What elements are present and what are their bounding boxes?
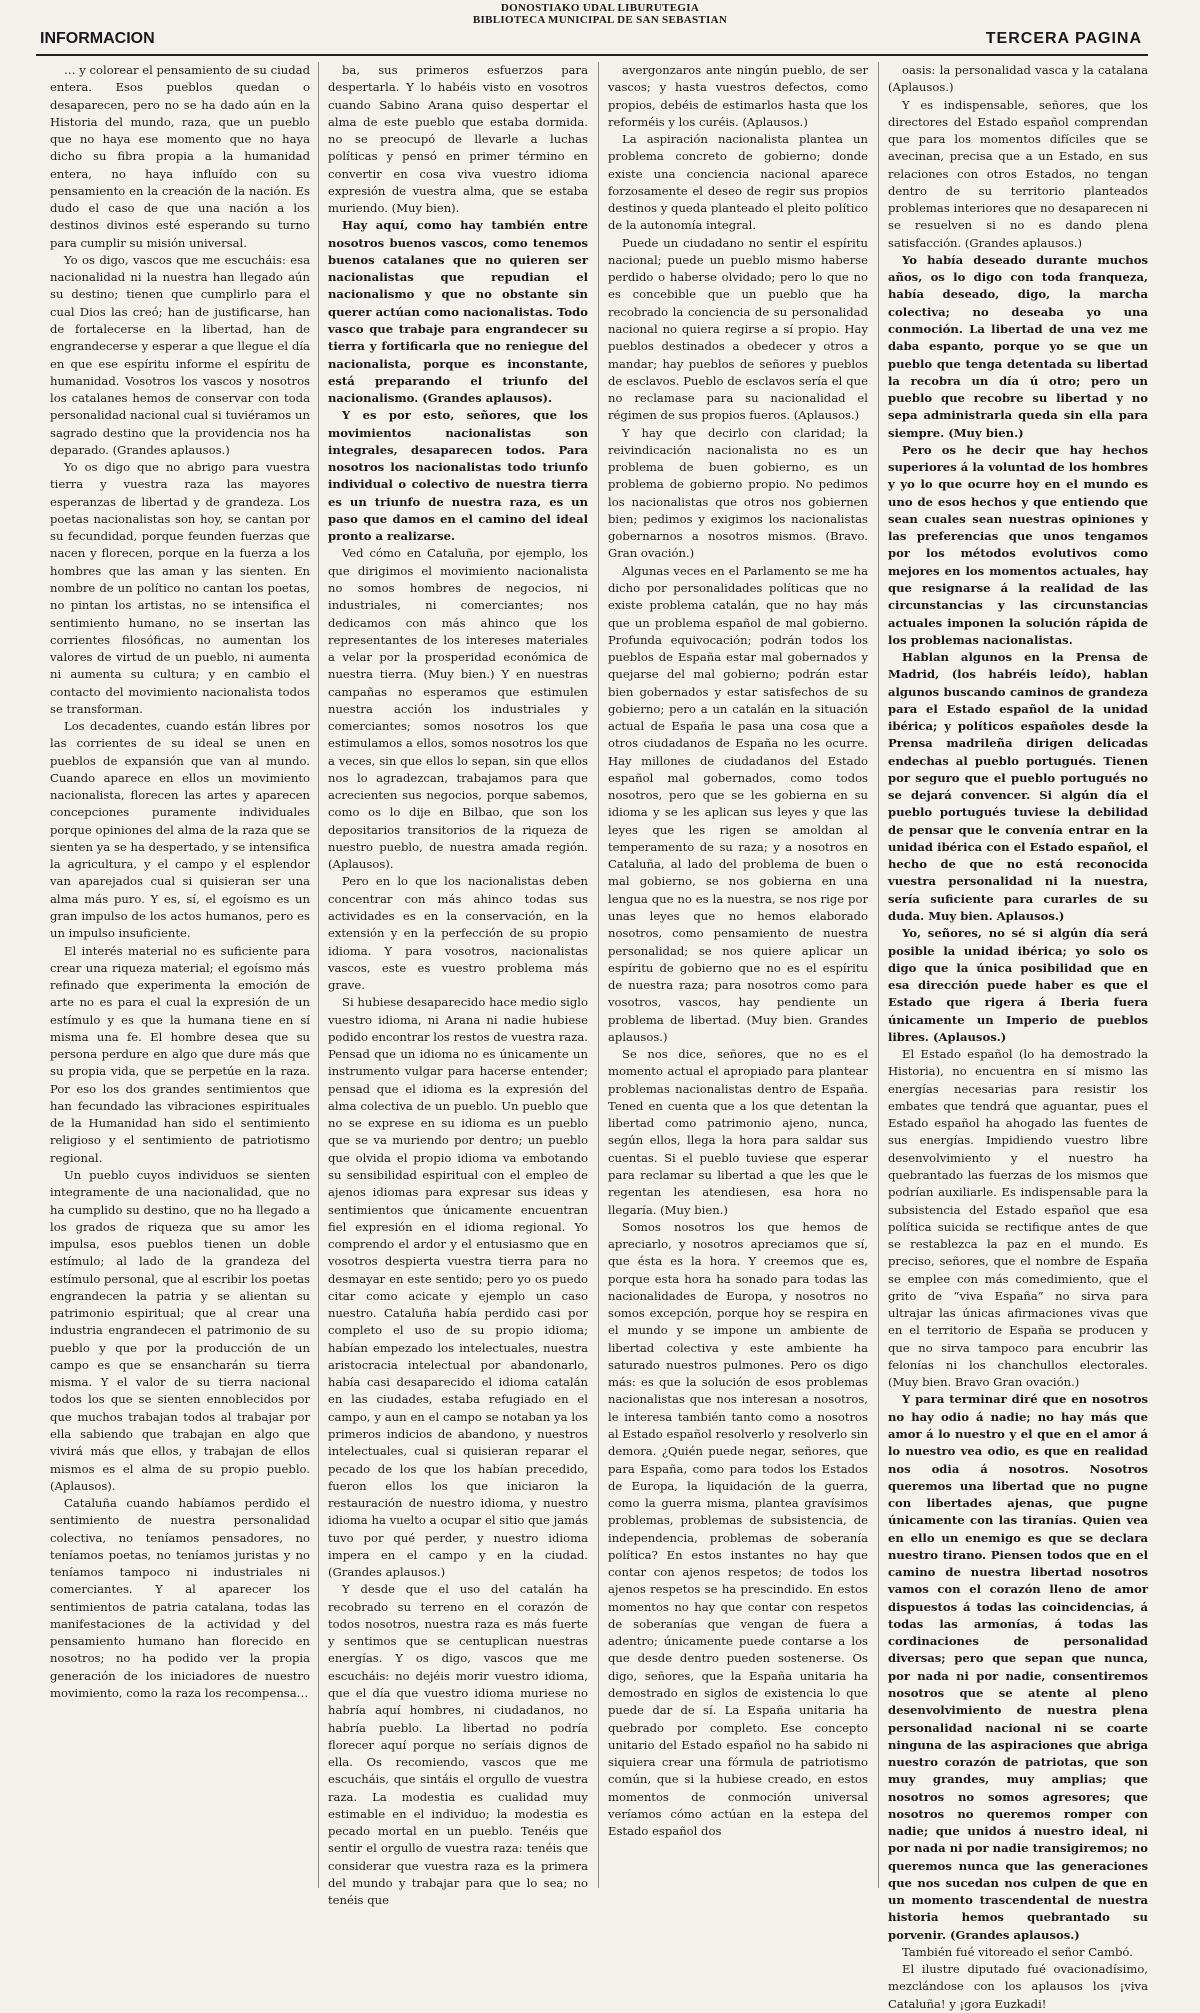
paragraph: El ilustre diputado fué ovacionadísimo, mezclándose con los aplausos los ¡viva Cataluña! y ¡gora Euzkadi! bbox=[888, 1962, 1148, 2011]
paragraph: Algunas veces en el Parlamento se me ha dicho por personalidades políticas que no existe problema catalán, que no hay más que un problema español de mal gobierno. Profunda equivocación; podrán todos los pueblos de España estar mal gobernados y quejarse del mal gobierno; podrán estar bien gobernados y estar satisfechos de su gobierno; pero a un catalán en la situación actual de España le pasa una cosa que a otros ciudadanos de España no les ocurre. Hay millones de ciudadanos del Estado español mal gobernados, como todos nosotros, pero que se les gobierna en su idioma y se les aplican sus leyes y que las leyes que les rigen se amoldan al temperamento de su raza; y a nosotros en Cataluña, al lado del problema de buen o mal gobierno, se nos gobierna en una lengua que no es la nuestra, se nos rige por unas leyes que no hemos elaborado nosotros, como pensamiento de nuestra personalidad; se nos quiere aplicar un espíritu de gobierno que no es el espíritu de nuestra raza; para nosotros como para vosotros, vascos, hay pendiente un problema de libertad. (Muy bien. Grandes aplausos.) bbox=[608, 563, 868, 1044]
paragraph: Hablan algunos en la Prensa de Madrid, (los habréis leído), hablan algunos buscando caminos de grandeza para el Estado español de la unidad ibérica; y políticos españoles desde la Prensa madrileña dirigen delicadas endechas al pueblo portugués. Tienen por seguro que el pueblo portugués no se dejará convencer. Si algún día el pueblo portugués tuviese la debilidad de pensar que le convenía entrar en la unidad ibérica con el Estado español, el hecho de que no está reconocida vuestra personalidad ni la nuestra, sería suficiente para curarles de su duda. Muy bien. Aplausos.) bbox=[888, 650, 1148, 924]
paragraph: Yo, señores, no sé si algún día será posible la unidad ibérica; yo solo os digo que la única posibilidad que en esa dirección puede haber es que el Estado que rigera á Iberia fuera únicamente un Imperio de pueblos libres. (Aplausos.) bbox=[888, 926, 1148, 1044]
paragraph: La aspiración nacionalista plantea un problema concreto de gobierno; donde existe una conciencia nacional aparece forzosamente el deseo de regir sus propios destinos y queda planteado el pleito político de la autonomía integral. bbox=[608, 132, 868, 233]
paragraph: También fué vitoreado el señor Cambó. bbox=[902, 1944, 1133, 1959]
paragraph: Hay aquí, como hay también entre nosotros buenos vascos, como tenemos buenos catalanes que no quieren ser nacionalistas que repudian el nacionalismo y que no obstante sin querer actúan como nacionalistas. Todo vasco que trabaje para engrandecer su tierra y fortificarla que no reniegue del nacionalista, porque es inconstante, está preparando el triunfo del nacionalismo. (Grandes aplausos). bbox=[328, 218, 588, 406]
paragraph: El interés material no es suficiente para crear una riqueza material; el egoísmo más refinado que experimenta la emoción de arte no es para el cual la expresión de un estímulo y es que la humana tiene en sí misma una fe. El hombre desea que su persona perdure en algo que dure más que su propia vida, que se perpetúe en la raza. Por eso los dos grandes sentimientos que han fecundado las vibraciones espirituales de la Humanidad han sido el sentimiento religioso y el sentimiento de patriotismo regional. bbox=[50, 943, 310, 1165]
paragraph: Y desde que el uso del catalán ha recobrado su terreno en el corazón de todos nosotros, nuestra raza es más fuerte y sentimos que se centuplican nuestras energías. Y os digo, vascos que me escucháis: no dejéis morir vuestro idioma, que el día que vuestro idioma muriese no habría aquí hombres, ni ciudadanos, no habría pueblo. La libertad no podría florecer aquí porque no seríais dignos de ella. Os recomiendo, vascos que me escucháis, que sintáis el orgullo de vuestra raza. La modestia es cualidad muy estimable en el individuo; la modestia es pecado mortal en un pueblo. Tenéis que sentir el orgullo de vuestra raza: tenéis que considerar que vuestra raza es la primera del mundo y trabajar para que lo sea; no tenéis que bbox=[328, 1582, 588, 1908]
paragraph: avergonzaros ante ningún pueblo, de ser vascos; y hasta vuestros defectos, como propios, debéis de estimarlos hasta que los reforméis y los curéis. (Aplausos.) bbox=[608, 63, 868, 129]
header-rule bbox=[36, 54, 1148, 56]
page-label: TERCERA PAGINA bbox=[985, 30, 1142, 47]
paragraph: ba, sus primeros esfuerzos para despertarla. Y lo habéis visto en vosotros cuando Sabino Arana quiso despertar el alma de este pueblo que estaba dormida. no se preocupó de llevarle a luchas políticas y pensó en primer término en convertir en cosa viva vuestro idioma expresión de vuestra alma, que se estaba muriendo. (Muy bien). bbox=[328, 63, 588, 216]
archive-stamp bbox=[0, 2, 1200, 26]
paragraph: Pero os he decir que hay hechos superiores á la voluntad de los hombres y yo lo que ocurre hoy en el mundo es uno de esos hechos y que entiendo que sean cuales sean nuestras opiniones y las preferencias que unos tengamos por los métodos evolutivos como mejores en los momentos actuales, hay que resignarse á la realidad de las circunstancias y las circunstancias actuales imponen la solución rápida de los problemas nacionalistas. bbox=[888, 442, 1148, 647]
section-title: INFORMACION bbox=[40, 30, 155, 47]
paragraph: Puede un ciudadano no sentir el espíritu nacional; puede un pueblo mismo haberse perdido o haberse olvidado; pero lo que no es concebible que un pueblo que ha recobrado la conciencia de su personalidad nacional no quiera regirse a sí propio. Hay pueblos destinados a obedecer y otros a mandar; hay pueblos de señores y pueblos de esclavos. Pueblo de esclavos sería el que no reclamase para su nacionalidad el régimen de sus propios fueros. (Aplausos.) bbox=[608, 235, 868, 423]
paragraph: oasis: la personalidad vasca y la catalana (Aplausos.) bbox=[888, 63, 1148, 95]
column-divider bbox=[318, 62, 319, 1888]
column-divider bbox=[878, 62, 879, 1888]
paragraph: Si hubiese desaparecido hace medio siglo vuestro idioma, ni Arana ni nadie hubiese podido encontrar los restos de vuestra raza. Pensad que un idioma no es únicamente un instrumento vulgar para hacerse entender; pensad que el idioma es la expresión del alma colectiva de un pueblo. Un pueblo que no se exprese en su idioma es un pueblo que se va muriendo por dentro; un pueblo que olvida el propio idioma va embotando su sensibilidad espiritual con el empleo de ajenos idiomas para expresar sus ideas y sentimientos que únicamente encuentran fiel expresión en el idioma regional. Yo comprendo el ardor y el entusiasmo que en vosotros despierta vuestra tierra para no desmayar en este sentido; pero yo os puedo citar como acicate y ejemplo un caso nuestro. Cataluña había perdido casi por completo el uso de su propio idioma; habían empezado los intelectuales, nuestra aristocracia intelectual por abandonarlo, había casi desaparecido el idioma catalán en las ciudades, estaba refugiado en el campo, y aun en el campo se notaban ya los primeros indicios de abandono, y nuestros intelectuales, cual si quisieran reparar el pecado de los que los habían precedido, fueron ellos los que iniciaron la restauración de nuestro idioma, y nuestro idioma ha vuelto a ocupar el sitio que jamás tuvo por qué perder, y nuestro idioma impera en el campo y en la ciudad. (Grandes aplausos.) bbox=[328, 995, 588, 1580]
paragraph: Pero en lo que los nacionalistas deben concentrar con más ahinco todas sus actividades es en la conservación, en la extensión y en la perfección de su propio idioma. Y para vosotros, nacionalistas vascos, este es vuestro problema más grave. bbox=[328, 874, 588, 993]
paragraph: Yo os digo que no abrigo para vuestra tierra y vuestra raza las mayores esperanzas de libertad y de grandeza. Los poetas nacionalistas son hoy, se cantan por su fecundidad, porque feunden fuerzas que nacen y florecen, porque en la fuerza a los hombres que las aman y las sienten. En nombre de un político no cantan los poetas, no pintan los artistas, no se intensifica el sentimiento humano, no se insertan las corrientes filosóficas, no aumentan los valores de virtud de un pueblo, ni aumenta ni aumenta su cultura; y en cambio el contacto del movimiento nacionalista todos se transforman. bbox=[50, 460, 310, 716]
paragraph: Cataluña cuando habíamos perdido el sentimiento de nuestra personalidad colectiva, no teníamos pensadores, no teníamos poetas, no teníamos juristas y no teníamos tampoco ni industriales ni comerciantes. Y al aparecer los sentimientos de patria catalana, todas las manifestaciones de la actividad y del pensamiento humano han florecido en nosotros; no ha podido ver la propia generación de los iniciadores de nuestro movimiento, como la raza los recompensa… bbox=[50, 1496, 310, 1700]
paragraph: Y para terminar diré que en nosotros no hay odio á nadie; no hay más que amor á lo nuestro y el que en el amor á lo nuestro vea odio, es que en realidad nos odia á nosotros. Nosotros queremos una libertad que no pugne con libertades ajenas, que pugne únicamente con las tiranías. Quien vea en ello un enemigo es que se declara nuestro tirano. Piensen todos que en el camino de nuestra libertad nosotros vamos con el corazón lleno de amor dispuestos á todas las coincidencias, á todas las armonías, á todas las cordinaciones de personalidad diversas; pero que sepan que nunca, por nada ni por nadie, consentiremos nosotros que se atente al pleno desenvolvimiento de nuestra plena personalidad nacional ni se coarte ninguna de las aspiraciones que abriga nuestro corazón de patriotas, que son muy grandes, muy amplias; que nosotros no somos agresores; que nosotros no queremos romper con nadie; que unidos á nuestro ideal, ni por nada ni por nadie transigiremos; no queremos nunca que las generaciones que nos sucedan nos culpen de que en un momento trascendental de nuestra historia hemos quebrantado su porvenir. (Grandes aplausos.) bbox=[888, 1392, 1148, 1942]
text-column-4 bbox=[888, 62, 1148, 2011]
archive-stamp-line2: BIBLIOTECA MUNICIPAL DE SAN SEBASTIAN bbox=[472, 14, 728, 26]
paragraph: Y es indispensable, señores, que los directores del Estado español comprendan que para los momentos difíciles que se avecinan, precisa que a un Estado, en sus relaciones con otros Estados, no tengan dentro de su territorio planteados problemas interiores que no desaparecen ni se resuelven si no es dando plena satisfacción. (Grandes aplausos.) bbox=[888, 97, 1148, 250]
column-divider bbox=[598, 62, 599, 1888]
paragraph: Y hay que decirlo con claridad; la reivindicación nacionalista no es un problema de buen gobierno, es un problema de gobierno propio. No pedimos los nacionalistas que otros nos gobiernen bien; pedimos y exigimos los nacionalistas gobernarnos a nosotros mismos. (Bravo. Gran ovación.) bbox=[608, 425, 868, 561]
paragraph: Yo había deseado durante muchos años, os lo digo con toda franqueza, había deseado, digo, la marcha colectiva; no deseaba yo una conmoción. La libertad de una vez me daba espanto, porque yo se que un pueblo que tenga detentada su libertad la recobra un día ú otro; pero un pueblo que recobre su libertad y no sepa administrarla queda sin ella para siempre. (Muy bien.) bbox=[888, 252, 1148, 440]
paragraph: El Estado español (lo ha demostrado la Historia), no encuentra en sí mismo las energías necesarias para resistir los embates que tendrá que aguantar, pues el Estado español ha ahogado las fuentes de sus energías. Impidiendo vuestro libre desenvolvimiento y el nuestro ha quebrantado las fuerzas de los mismos que podrían auxiliarle. Es indispensable para la subsistencia del Estado español que esa política suicida se rectifique antes de que se restablezca la paz en el mundo. Es preciso, señores, que el nombre de España se emplee con más comedimiento, que el grito de “viva España” no sirva para ultrajar las únicas afirmaciones vivas que en el territorio de España se producen y que no sirva tampoco para encubrir las felonías ni los chanchullos electorales. (Muy bien. Bravo Gran ovación.) bbox=[888, 1047, 1148, 1390]
archive-stamp-line1: DONOSTIAKO UDAL LIBURUTEGIA bbox=[500, 2, 700, 14]
paragraph: Ved cómo en Cataluña, por ejemplo, los que dirigimos el movimiento nacionalista no somos hombres de negocios, ni industriales, ni comerciantes; nos dedicamos con más ahinco que los representantes de los intereses materiales a velar por la prosperidad económica de nuestra tierra. (Muy bien.) Y en nuestras campañas no esperamos que estimulen nuestra acción los industriales y comerciantes; somos nosotros los que estimulamos a ellos, somos nosotros los que a veces, sin que ellos lo sepan, sin que ellos nos lo agradezcan, trabajamos para que acrecienten sus negocios, porque sabemos, como os lo dije en Bilbao, que son los depositarios transitorios de la riqueza de nuestro pueblo, de nuestra amada región. (Aplausos). bbox=[328, 546, 588, 872]
paragraph: Somos nosotros los que hemos de apreciarlo, y nosotros apreciamos que sí, que ésta es la hora. Y creemos que es, porque esta hora ha sonado para todas las nacionalidades de Europa, y nosotros no somos excepción, porque hoy se respira en el mundo y se impone un ambiente de libertad colectiva y este ambiente ha saturado nuestros pulmones. Pero os digo más: es que la solución de esos problemas nacionalistas que nos interesan a nosotros, le interesa también tanto como a nosotros al Estado español resolverlo y resolverlo sin demora. ¿Quién puede negar, señores, que para España, como para todos los Estados de Europa, la liquidación de la guerra, como la guerra misma, plantea gravísimos problemas, problemas de subsistencia, de independencia, problemas de soberanía política? En estos instantes no hay que contar con ajenos respetos; de todos los ajenos respetos se ha prescindido. En estos momentos no hay que contar con respetos de soberanías que vengan de fuera a adentro; únicamente puede contarse a los que desde dentro pueden sostenerse. Os digo, señores, que la España unitaria ha demostrado en siglos de existencia lo que puede dar de sí. La España unitaria ha quebrado por completo. Ese concepto unitario del Estado español no ha sabido ni siquiera crear una fórmula de patriotismo común, que si la hubiese creado, en estos momentos de conmoción universal veríamos cómo actúan en la estepa del Estado español dos bbox=[608, 1219, 868, 1839]
text-column-1 bbox=[50, 62, 310, 1888]
text-column-2 bbox=[328, 62, 588, 1908]
text-column-3 bbox=[608, 62, 868, 1888]
paragraph: Y es por esto, señores, que los movimientos nacionalistas son integrales, desaparecen todos. Para nosotros los nacionalistas todo triunfo individual o colectivo de nuestra tierra es un triunfo de nuestra raza, es un paso que damos en el camino del ideal pronto a realizarse. bbox=[328, 408, 588, 544]
paragraph: Se nos dice, señores, que no es el momento actual el apropiado para plantear problemas nacionalistas dentro de España. Tened en cuenta que a los que detentan la libertad como patrimonio ajeno, nunca, según ellos, llega la hora para saldar sus cuentas. Si el pueblo tuviese que esperar para reclamar su libertad a que les que le regentan les atendiesen, esa hora no llegaría. (Muy bien.) bbox=[608, 1047, 868, 1217]
paragraph: Los decadentes, cuando están libres por las corrientes de su ideal se unen en pueblos de expansión que van al mundo. Cuando aparece en ellos un movimiento nacionalista, florecen las artes y aparecen concepciones puramente individuales porque opiniones del alma de la raza que se sienten ya se ha despertado, y se intensifica la agricultura, y el campo y el esplendor van aparejados cual si quisieran ser una alma más puro. Y es, sí, el egoísmo es un gran impulso de los actos humanos, pero es un impulso insuficiente. bbox=[50, 719, 310, 941]
paragraph: Un pueblo cuyos individuos se sienten integramente de una nacionalidad, que no ha cumplido su destino, que no ha llegado a los grados de riqueza que su amor les impulsa, esos pueblos tienen un doble estímulo; al lado de la grandeza del estímulo personal, que al escribir los poetas engrandecen la patria y se alientan su patrimonio espiritual; que al crear una industria engrandecen el patrimonio de su pueblo y que por la producción de un campo es que se ensancharán su tierra misma. Y el valor de su tierra nacional todos los que se sienten ennoblecidos por que muchos trabajan todos al trabajar por ella sabiendo que trabajan en algo que vivirá más que ellos, y trabajan de ellos mismos es el alma de su propio pueblo. (Aplausos). bbox=[50, 1168, 310, 1493]
paragraph: … y colorear el pensamiento de su ciudad entera. Esos pueblos quedan o desaparecen, pero no se ha dado aún en la Historia del mundo, raza, que un pueblo que no haya ese momento que no haya dicho su fibra propia a la humanidad entera, no haya influído con su pensamiento en la creación de la nación. Es dudo el caso de que una nación a los destinos divinos esté esperando su turno para cumplir su misión universal. bbox=[50, 63, 310, 250]
paragraph: Yo os digo, vascos que me escucháis: esa nacionalidad ni la nuestra han llegado aún su destino; tienen que cumplirlo para el cual Dios las creó; han de justificarse, han de fortalecerse en la libertad, han de engrandecerse y esperar a que llegue el día en que ese espíritu informe el espíritu de humanidad. Vosotros los vascos y nosotros los catalanes hemos de conservar con toda personalidad nacional cual si tuviéramos un sagrado destino que la providencia nos ha deparado. (Grandes aplausos.) bbox=[50, 252, 310, 457]
article-columns bbox=[50, 62, 1150, 2011]
